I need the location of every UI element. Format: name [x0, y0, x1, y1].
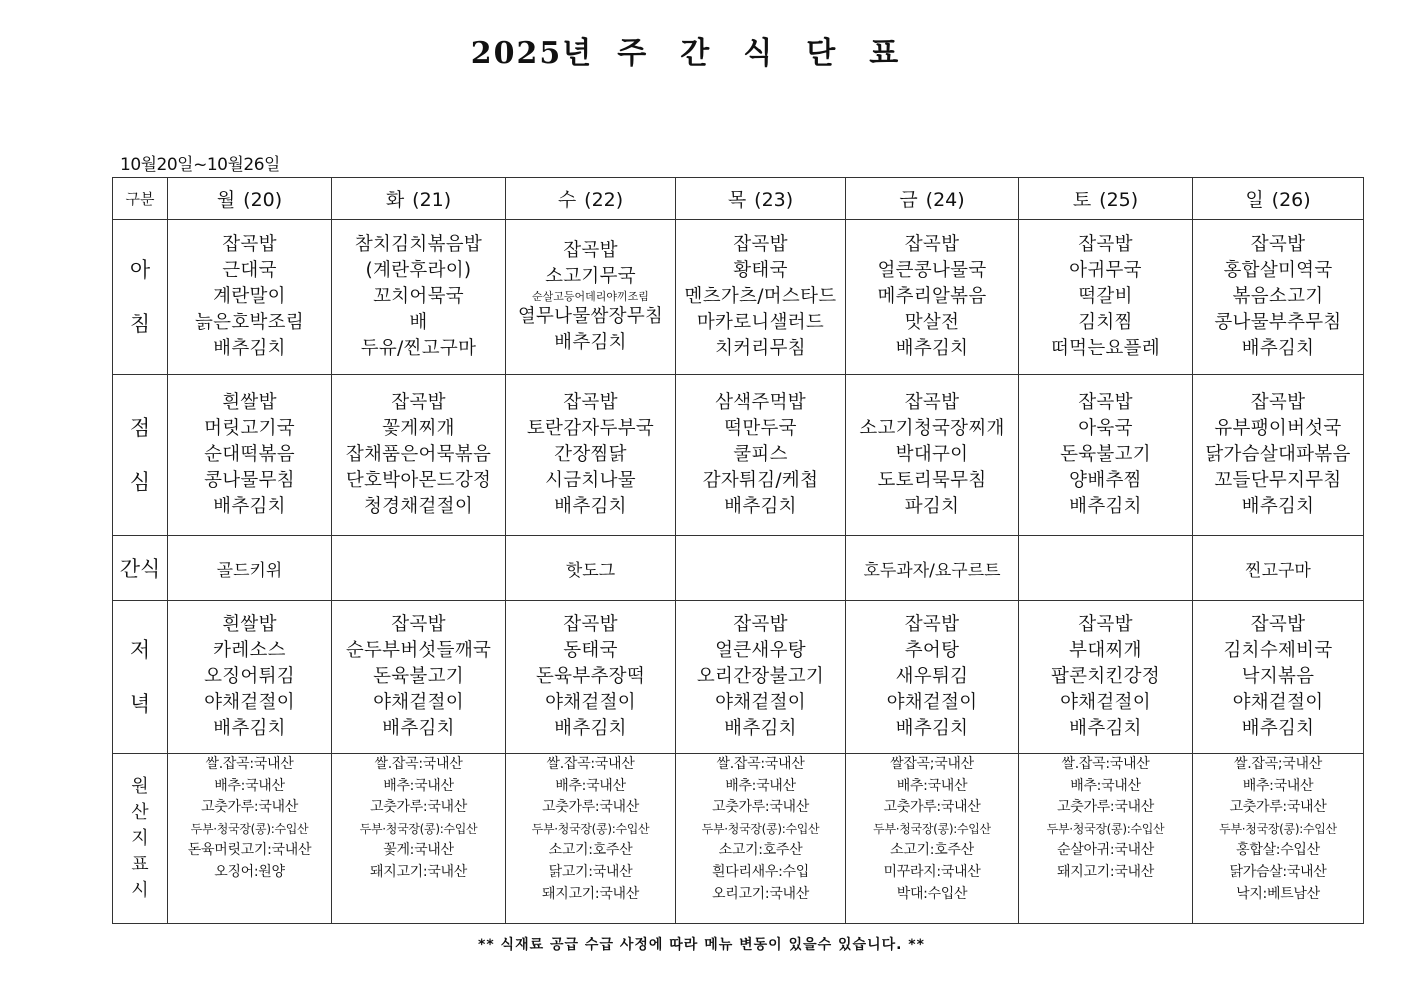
menu-item: 잡곡밥: [1250, 234, 1306, 255]
menu-item: 순대떡볶음: [204, 444, 295, 465]
menu-item: 새우튀김: [895, 666, 969, 687]
menu-item: 계란말이: [213, 286, 286, 307]
origin-item: 두부·청국장(콩):수입산: [701, 821, 820, 836]
header-day-sun: [1193, 178, 1364, 220]
header-day-tue: [332, 178, 506, 220]
menu-item: 도토리묵무침: [877, 470, 987, 491]
menu-item: 야채겉절이: [1060, 692, 1151, 713]
day-name: 목: [727, 189, 747, 211]
header-corner: 구분: [113, 178, 168, 220]
menu-item: 얼큰콩나물국: [877, 260, 987, 281]
row-label-char: 침: [129, 312, 151, 336]
row-label-char: 원: [131, 775, 149, 797]
row-label-char: 산: [131, 801, 149, 823]
origin-item: 고춧가루:국내산: [542, 799, 639, 816]
origin-item: 닭가슴살:국내산: [1229, 863, 1327, 880]
origin-item: 흰다리새우:수입: [712, 863, 809, 880]
origin-item: 쌀잡곡;국내산: [890, 756, 974, 772]
menu-item: 배추김치: [1241, 338, 1315, 359]
origin-item: 돼지고기:국내산: [542, 885, 639, 902]
dinner-label: [113, 601, 168, 754]
menu-item: 잡곡밥: [1078, 392, 1133, 413]
origin-item: 쌀.잡곡:국내산: [546, 756, 635, 772]
menu-item: 마카로니샐러드: [696, 312, 825, 333]
menu-item: 열무나물쌈장무침: [517, 306, 664, 327]
menu-item: 배추김치: [1241, 496, 1315, 517]
origin-item: 두부·청국장(콩):수입산: [190, 821, 309, 836]
menu-item: 잡곡밥: [391, 392, 446, 413]
menu-item: 꼬치어묵국: [373, 286, 464, 307]
menu-item: 떡만두국: [724, 418, 797, 439]
origin-row: [113, 754, 1364, 924]
menu-change-notice: ** 식재료 공급 수급 사정에 따라 메뉴 변동이 있을수 있습니다. **: [478, 937, 925, 953]
snack-fri: 호두과자/요구르트: [846, 536, 1019, 601]
menu-item: 팝콘치킨강정: [1050, 666, 1161, 687]
origin-item: 배추:국내산: [555, 777, 626, 794]
origin-sat: [1019, 754, 1193, 924]
lunch-fri: [846, 375, 1019, 536]
snack-sun: 찐고구마: [1193, 536, 1364, 601]
row-label-char: 심: [129, 470, 151, 494]
row-label-char: 아: [129, 258, 151, 282]
row-label-char: 녁: [129, 692, 151, 716]
menu-item: 유부팽이버섯국: [1214, 418, 1342, 439]
day-name: 금: [899, 189, 918, 211]
menu-item: 오리간장불고기: [696, 666, 825, 687]
snack-wed: 핫도그: [506, 536, 676, 601]
header-day-fri: [846, 178, 1019, 220]
breakfast-mon: [168, 220, 332, 375]
menu-item: (계란후라이): [365, 260, 472, 281]
menu-item: 삼색주먹밥: [715, 392, 806, 413]
menu-item: 김치찜: [1078, 312, 1133, 333]
origin-item: 두부·청국장(콩):수입산: [1219, 821, 1337, 836]
menu-item: 배추김치: [213, 338, 286, 359]
menu-item: 머릿고기국: [204, 418, 295, 439]
menu-item: 배추김치: [554, 332, 627, 353]
origin-item: 배추:국내산: [896, 777, 968, 794]
origin-item: 홍합살:수입산: [1236, 842, 1320, 859]
origin-fri: [846, 754, 1019, 924]
row-label-char: 점: [129, 416, 151, 440]
origin-sun: [1193, 754, 1364, 924]
day-date: (25): [1099, 189, 1139, 211]
dinner-sun: [1193, 601, 1364, 754]
menu-item: 야채겉절이: [1232, 692, 1324, 713]
day-name: 화: [385, 189, 405, 211]
menu-item: 낙지볶음: [1241, 666, 1315, 687]
snack-thu: [676, 536, 846, 601]
origin-item: 오리고기:국내산: [712, 885, 809, 902]
origin-item: 돼지고기:국내산: [370, 863, 467, 880]
day-name: 월: [216, 189, 236, 211]
menu-item: 떠먹는요플레: [1050, 338, 1161, 359]
menu-item: 야채겉절이: [886, 692, 978, 713]
breakfast-thu: [676, 220, 846, 375]
menu-item: 배추김치: [724, 496, 797, 517]
menu-item: 야채겉절이: [715, 692, 806, 713]
row-label-char: 표: [131, 853, 149, 875]
menu-item: 동태국: [563, 640, 618, 661]
row-label-char: 시: [131, 879, 149, 901]
day-date: (26): [1271, 189, 1311, 211]
menu-item: 돈육불고기: [1060, 444, 1151, 465]
menu-item: 멘츠가츠/머스타드: [684, 286, 837, 307]
menu-item: 배추김치: [554, 496, 627, 517]
origin-item: 꽃게:국내산: [383, 842, 454, 859]
breakfast-sat: [1019, 220, 1193, 375]
page-title: [0, 28, 1403, 72]
dinner-fri: [846, 601, 1019, 754]
lunch-thu: [676, 375, 846, 536]
origin-item: 순살아귀:국내산: [1057, 842, 1154, 859]
menu-item: 아귀무국: [1069, 260, 1142, 281]
menu-item: 배추김치: [895, 338, 969, 359]
menu-item: 토란감자두부국: [526, 418, 655, 439]
menu-item: 추어탕: [904, 640, 960, 661]
origin-thu: [676, 754, 846, 924]
menu-item: 배추김치: [213, 496, 286, 517]
snack-row: [113, 536, 1364, 601]
menu-item: 배추김치: [382, 718, 455, 739]
menu-item: 잡채품은어묵볶음: [345, 444, 492, 465]
menu-item: 감자튀김/케첩: [702, 470, 819, 491]
menu-item: 쿨피스: [733, 444, 788, 465]
menu-item: 배추김치: [895, 718, 969, 739]
lunch-sun: [1193, 375, 1364, 536]
snack-sat: [1019, 536, 1193, 601]
dinner-wed: [506, 601, 676, 754]
origin-item: 두부·청국장(콩):수입산: [531, 821, 650, 836]
origin-item: 소고기:호주산: [548, 842, 633, 859]
menu-item: 배추김치: [1069, 496, 1142, 517]
lunch-tue: [332, 375, 506, 536]
day-date: (22): [584, 189, 624, 211]
menu-item: 얼큰새우탕: [715, 640, 806, 661]
menu-item: 콩나물무침: [204, 470, 295, 491]
menu-item: 닭가슴살대파볶음: [1205, 444, 1351, 465]
lunch-mon: [168, 375, 332, 536]
origin-item: 두부·청국장(콩):수입산: [873, 821, 991, 836]
breakfast-sun: [1193, 220, 1364, 375]
menu-item: 메추리알볶음: [877, 286, 987, 307]
menu-item: 잡곡밥: [1250, 614, 1306, 635]
menu-item: 소고기무국: [545, 266, 636, 287]
menu-item: 간장찜닭: [554, 444, 627, 465]
snack-tue: [332, 536, 506, 601]
origin-item: 박대:수입산: [896, 885, 968, 902]
menu-item: 홍합살미역국: [1223, 260, 1333, 281]
menu-item: 배추김치: [724, 718, 797, 739]
menu-item: 박대구이: [895, 444, 969, 465]
menu-item: 부대찌개: [1069, 640, 1142, 661]
origin-item: 쌀.잡곡:국내산: [1061, 756, 1150, 772]
menu-item: 돈육부추장떡: [535, 666, 646, 687]
menu-item: 잡곡밥: [391, 614, 446, 635]
menu-item: 참치김치볶음밥: [354, 234, 483, 255]
origin-item: 쌀.잡곡:국내산: [716, 756, 805, 772]
menu-item: 콩나물부추무침: [1214, 312, 1342, 333]
origin-item: 쌀.잡곡:국내산: [205, 756, 294, 772]
menu-item: 늙은호박조림: [194, 312, 305, 333]
header-day-wed: [506, 178, 676, 220]
menu-item: 잡곡밥: [733, 614, 788, 635]
menu-item: 볶음소고기: [1232, 286, 1324, 307]
origin-item: 배추:국내산: [1242, 777, 1314, 794]
menu-item: 잡곡밥: [733, 234, 788, 255]
origin-item: 쌀.잡곡;국내산: [1234, 756, 1322, 772]
menu-item: 오징어튀김: [204, 666, 295, 687]
origin-item: 고춧가루:국내산: [712, 799, 809, 816]
menu-item: 야채겉절이: [545, 692, 636, 713]
menu-item: 치커리무침: [715, 338, 806, 359]
breakfast-wed: [506, 220, 676, 375]
snack-label: 간식: [113, 536, 168, 601]
breakfast-label: [113, 220, 168, 375]
menu-item: 흰쌀밥: [222, 614, 277, 635]
menu-item: 잡곡밥: [563, 392, 618, 413]
menu-item: 황태국: [733, 260, 788, 281]
origin-item: 돼지고기:국내산: [1057, 863, 1154, 880]
origin-mon: [168, 754, 332, 924]
lunch-label: [113, 375, 168, 536]
weekly-menu-table: [112, 177, 1364, 924]
menu-item: 돈육불고기: [373, 666, 464, 687]
day-date: (20): [243, 189, 283, 211]
origin-item: 닭고기:국내산: [548, 863, 633, 880]
day-name: 토: [1072, 189, 1092, 211]
menu-item: 김치수제비국: [1223, 640, 1333, 661]
day-date: (21): [412, 189, 452, 211]
menu-item: 흰쌀밥: [222, 392, 277, 413]
dinner-sat: [1019, 601, 1193, 754]
lunch-sat: [1019, 375, 1193, 536]
origin-item: 두부·청국장(콩):수입산: [1046, 821, 1165, 836]
origin-item: 배추:국내산: [725, 777, 796, 794]
origin-item: 두부·청국장(콩):수입산: [359, 821, 478, 836]
menu-item: 야채겉절이: [373, 692, 464, 713]
dinner-thu: [676, 601, 846, 754]
menu-item: 잡곡밥: [222, 234, 277, 255]
menu-item: 두유/찐고구마: [360, 338, 477, 359]
menu-item: 배추김치: [1241, 718, 1315, 739]
menu-item: 꽃게찌개: [382, 418, 455, 439]
row-label-char: 지: [131, 827, 149, 849]
day-date: (24): [925, 189, 965, 211]
origin-item: 미꾸라지:국내산: [883, 863, 981, 880]
menu-item: 파김치: [904, 496, 960, 517]
menu-item: 아욱국: [1078, 418, 1133, 439]
menu-item: 배추김치: [554, 718, 627, 739]
menu-item: 잡곡밥: [904, 392, 960, 413]
day-date: (23): [754, 189, 794, 211]
lunch-wed: [506, 375, 676, 536]
origin-item: 고춧가루:국내산: [370, 799, 467, 816]
origin-item: 소고기:호주산: [890, 842, 974, 859]
menu-item: 순두부버섯들깨국: [345, 640, 492, 661]
origin-item: 배추:국내산: [214, 777, 285, 794]
menu-item: 야채겉절이: [204, 692, 295, 713]
menu-item: 순살고등어데리야끼조림: [532, 290, 649, 303]
menu-item: 잡곡밥: [1250, 392, 1306, 413]
menu-item: 잡곡밥: [904, 234, 960, 255]
origin-item: 오징어:원양: [214, 863, 285, 880]
header-day-sat: [1019, 178, 1193, 220]
header-day-thu: [676, 178, 846, 220]
breakfast-row: [113, 220, 1364, 375]
menu-item: 청경채겉절이: [363, 496, 474, 517]
menu-item: 배추김치: [213, 718, 286, 739]
menu-item: 카레소스: [213, 640, 286, 661]
menu-item: 근대국: [222, 260, 277, 281]
header-day-mon: [168, 178, 332, 220]
origin-item: 낙지:베트남산: [1236, 885, 1320, 902]
menu-item: 잡곡밥: [1078, 234, 1133, 255]
title-word: 주간식단표: [617, 36, 933, 71]
day-name: 수: [557, 189, 577, 211]
menu-item: 잡곡밥: [1078, 614, 1133, 635]
breakfast-tue: [332, 220, 506, 375]
row-label-char: 저: [129, 638, 151, 662]
menu-item: 잡곡밥: [904, 614, 960, 635]
snack-mon: 골드키위: [168, 536, 332, 601]
day-name: 일: [1245, 189, 1264, 211]
menu-item: 시금치나물: [545, 470, 636, 491]
dinner-mon: [168, 601, 332, 754]
origin-item: 고춧가루:국내산: [883, 799, 981, 816]
header-row: [113, 178, 1364, 220]
menu-item: 떡갈비: [1078, 286, 1133, 307]
breakfast-fri: [846, 220, 1019, 375]
menu-item: 잡곡밥: [563, 240, 618, 261]
origin-tue: [332, 754, 506, 924]
dinner-row: [113, 601, 1364, 754]
origin-item: 배추:국내산: [1070, 777, 1141, 794]
menu-item: 소고기청국장찌개: [859, 418, 1005, 439]
menu-item: 꼬들단무지무침: [1214, 470, 1342, 491]
dinner-tue: [332, 601, 506, 754]
lunch-row: [113, 375, 1364, 536]
origin-item: 고춧가루:국내산: [201, 799, 298, 816]
menu-item: 단호박아몬드강정: [345, 470, 492, 491]
menu-item: 잡곡밥: [563, 614, 618, 635]
origin-wed: [506, 754, 676, 924]
menu-item: 배: [409, 312, 428, 333]
title-year: 2025년: [470, 36, 594, 71]
origin-item: 소고기:호주산: [718, 842, 803, 859]
origin-item: 쌀.잡곡:국내산: [374, 756, 463, 772]
origin-item: 돈육머릿고기:국내산: [187, 842, 312, 859]
origin-item: 배추:국내산: [383, 777, 454, 794]
menu-period: 10월20일~10월26일: [120, 155, 280, 175]
menu-item: 맛살전: [904, 312, 960, 333]
menu-item: 양배추찜: [1069, 470, 1142, 491]
origin-item: 고춧가루:국내산: [1229, 799, 1327, 816]
origin-label: [113, 754, 168, 924]
origin-item: 고춧가루:국내산: [1057, 799, 1154, 816]
menu-item: 배추김치: [1069, 718, 1142, 739]
